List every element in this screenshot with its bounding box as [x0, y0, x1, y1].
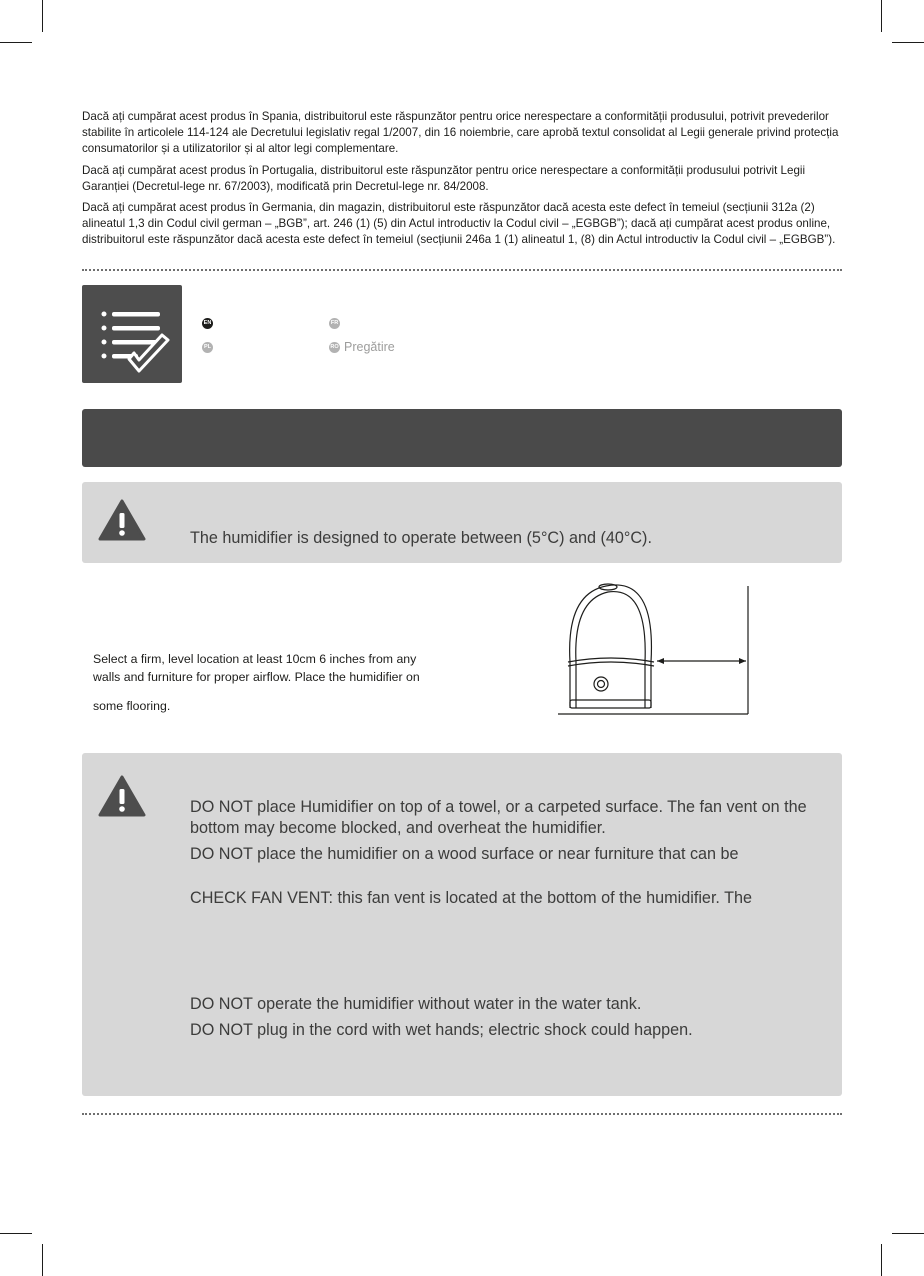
- lang-pl: [202, 340, 217, 354]
- section-header-bar: [82, 409, 842, 467]
- crop-mark: [42, 0, 43, 32]
- legal-section: [82, 109, 852, 254]
- pl-badge: PL: [202, 342, 213, 353]
- placement-line: walls and furniture for proper airflow. Place the humidifier on: [93, 669, 420, 684]
- caution-box-placement: [82, 753, 842, 1096]
- placement-instructions: [93, 651, 453, 716]
- ro-badge: RO: [329, 342, 340, 353]
- crop-mark: [881, 1244, 882, 1276]
- en-badge: EN: [202, 318, 213, 329]
- crop-mark: [892, 42, 924, 43]
- caution-item: DO NOT plug in the cord with wet hands; electric shock could happen.: [190, 1021, 693, 1039]
- lang-ro: [329, 340, 395, 354]
- legal-germany: Dacă ați cumpărat acest produs în Germania, din magazin, distribuitorul este răspunzător dacă acesta este defect în temeiul (secțiunii 312a (2) alineatul 1,3 din Codul civil german – „BGB”, art. 246 (1) (5) din Actul introductiv la Codul civil – „EGBGB”); dacă ați cumpărat acest produs online, distribuitorul este răspunzător dacă acesta este defect în temeiul (secțiunii 246a 1 (1) alineatul 1, (8) din Actul introductiv la Codul civil – „EGBGB”).: [82, 201, 836, 247]
- caution-box-temperature: [82, 482, 842, 563]
- caution-item: CHECK FAN VENT: this fan vent is located at the bottom of the humidifier. The: [190, 889, 753, 907]
- crop-mark: [881, 0, 882, 32]
- lang-en: [202, 316, 217, 330]
- dotted-divider: [82, 269, 842, 271]
- crop-mark: [42, 1244, 43, 1276]
- warning-icon: [98, 775, 146, 817]
- lang-fr: [329, 316, 344, 330]
- legal-spain: Dacă ați cumpărat acest produs în Spania, distribuitorul este răspunzător pentru orice nerespectare a conformității produsului, potrivit prevederilor stabilite în articolele 114-124 ale Decretului legislativ regal 1/2007, din 16 noiembrie, care aprobă textul consolidat al Legii generale privind protecția consumatorilor și a utilizatorilor și al altor legi complementare.: [82, 110, 839, 156]
- caution-text: The humidifier is designed to operate between (5°C) and (40°C).: [190, 529, 652, 547]
- caution-item: DO NOT operate the humidifier without water in the water tank.: [190, 995, 642, 1013]
- placement-line: some flooring.: [93, 699, 171, 713]
- placement-line: Select a firm, level location at least 10cm 6 inches from any: [93, 652, 417, 666]
- crop-mark: [0, 42, 32, 43]
- crop-mark: [892, 1233, 924, 1234]
- crop-mark: [0, 1233, 32, 1234]
- caution-list: [190, 797, 830, 1041]
- legal-portugal: Dacă ați cumpărat acest produs în Portugalia, distribuitorul este răspunzător pentru orice nerespectare a conformității produsului potrivit Legii Garanției (Decretul-lege nr. 67/2003), modificată prin Decretul-lege nr. 84/2008.: [82, 163, 806, 193]
- fr-badge: FR: [329, 318, 340, 329]
- ro-label: Pregătire: [344, 340, 395, 354]
- caution-item: DO NOT place Humidifier on top of a towel, or a carpeted surface. The fan vent on the bottom may become blocked, and overheat the humidifier.: [190, 798, 807, 837]
- dotted-divider: [82, 1113, 842, 1115]
- checklist-icon: [82, 285, 182, 383]
- humidifier-clearance-diagram: [556, 580, 756, 720]
- warning-icon: [98, 499, 146, 541]
- caution-item: DO NOT place the humidifier on a wood surface or near furniture that can be: [190, 845, 739, 863]
